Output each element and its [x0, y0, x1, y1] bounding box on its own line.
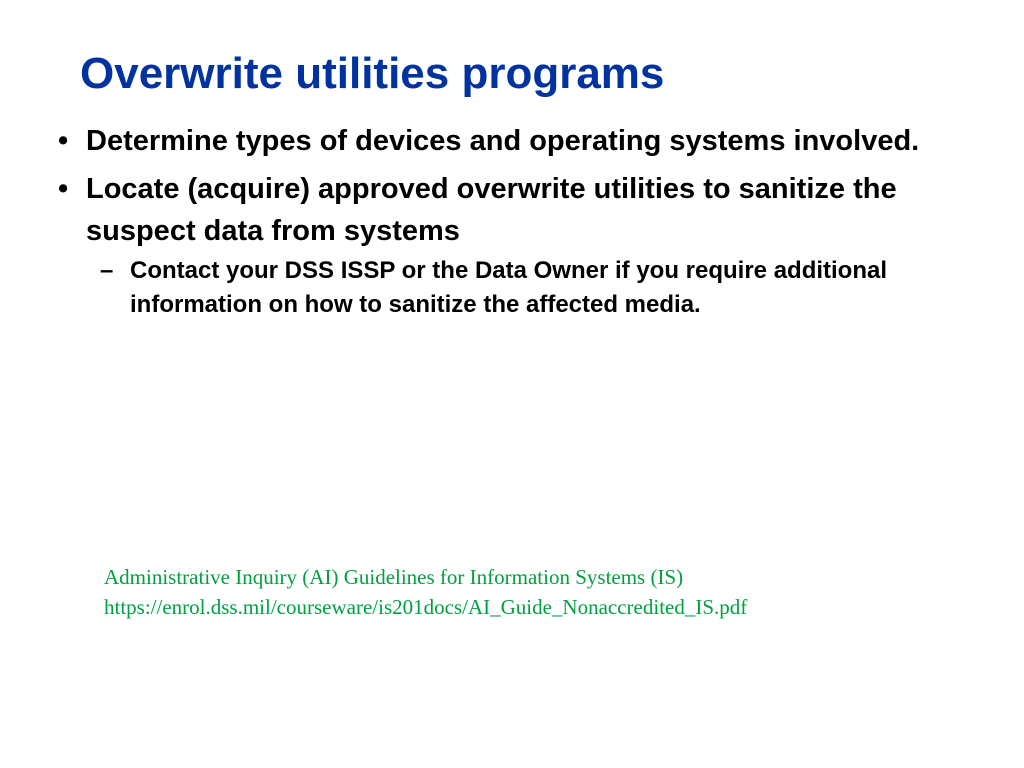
sub-bullet-item-contact	[86, 254, 978, 322]
slide-title: Overwrite utilities programs	[80, 49, 665, 98]
bullet-item-devices	[58, 120, 978, 162]
bullet-item-utilities	[58, 168, 978, 322]
bullet-marker: •	[58, 125, 69, 157]
reference-title: Administrative Inquiry (AI) Guidelines for Information Systems (IS)	[104, 565, 684, 589]
bullet-text: Locate (acquire) approved overwrite utilities to sanitize the suspect data from systems	[86, 173, 897, 247]
bullet-text: Determine types of devices and operating systems involved.	[86, 125, 920, 157]
reference-url[interactable]: https://enrol.dss.mil/courseware/is201docs/AI_Guide_Nonaccredited_IS.pdf	[104, 595, 748, 619]
sub-bullet-list	[86, 254, 978, 322]
bullet-marker: •	[58, 173, 69, 205]
reference-citation	[104, 562, 747, 622]
bullet-list	[58, 120, 978, 328]
sub-bullet-marker: –	[100, 257, 114, 284]
sub-bullet-text: Contact your DSS ISSP or the Data Owner if you require additional information on how to sanitize the affected media.	[130, 257, 888, 318]
